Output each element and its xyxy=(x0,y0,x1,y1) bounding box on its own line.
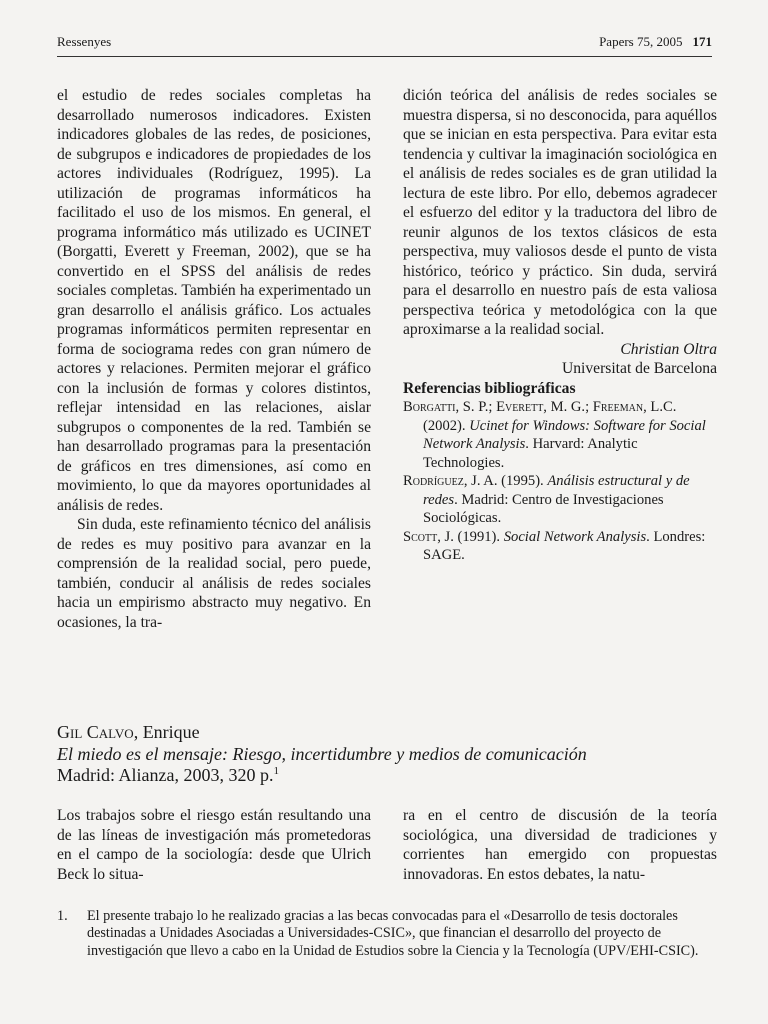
reviewer-name: Christian Oltra xyxy=(620,340,717,358)
review2-left-column xyxy=(57,806,371,884)
reference-authors: Scott, J. xyxy=(403,528,454,545)
footnote-number: 1. xyxy=(57,908,68,924)
reference-year: (1991). xyxy=(453,528,504,545)
reference-title: Ucinet for Windows: Software for Social Network Analysis xyxy=(423,417,706,452)
reference-item xyxy=(403,472,717,528)
review2-paragraph-right: ra en el centro de discusión de la teoría sociológica, una diversidad de tradiciones y corrientes han emergido con propuestas innovadoras. En estos debates, la natu- xyxy=(403,807,717,883)
reference-authors: Rodríguez, J. A. xyxy=(403,473,498,489)
reference-year: (1995). xyxy=(497,473,548,489)
book-publication xyxy=(57,765,717,787)
footnote-marker: 1 xyxy=(273,765,279,777)
review2-paragraph-left: Los trabajos sobre el riesgo están resultando una de las líneas de investigación más prometedoras en el campo de la sociología: desde que Ulrich Beck lo situa- xyxy=(57,807,371,883)
section-label: Ressenyes xyxy=(57,34,112,49)
review1-paragraph-2: Sin duda, este refinamiento técnico del análisis de redes es muy positivo para avanzar en la comprensión de la realidad social, pero puede, también, conducir al análisis de redes sociales hacia un empirismo abstracto muy negativo. En ocasiones, la tra- xyxy=(57,516,371,631)
reference-publisher: . Madrid: Centro de Investigaciones Sociológicas. xyxy=(423,491,664,526)
book-author xyxy=(57,722,717,744)
reviewer-institution: Universitat de Barcelona xyxy=(561,360,717,377)
review1-right-column xyxy=(403,86,717,565)
reference-authors: Borgatti, S. P.; Everett, M. G.; Freeman, L.C. xyxy=(403,399,677,415)
reference-publisher: . Londres: SAGE. xyxy=(423,528,706,563)
running-header xyxy=(57,34,712,50)
review1-left-column xyxy=(57,86,371,632)
review2-heading xyxy=(57,722,717,787)
publication-details: Madrid: Alianza, 2003, 320 p. xyxy=(57,765,274,785)
journal-info xyxy=(599,34,712,50)
author-surname: Gil Calvo xyxy=(57,722,134,742)
footnote-text: El presente trabajo lo he realizado gracias a las becas convocadas para el «Desarrollo de tesis doctorales destinadas a Unidades Asociadas a Universidades-CSIC», que financian el desarrollo del proyecto de investigación que llevo a cabo en la Unidad de Estudios sobre la Ciencia y la Tecnología (UPV/EHI-CSIC). xyxy=(87,908,699,959)
header-rule xyxy=(57,56,712,57)
review2-right-column xyxy=(403,806,717,884)
reference-year: (2002). xyxy=(423,417,470,434)
reference-title: Social Network Analysis xyxy=(503,528,647,545)
page-number: 171 xyxy=(692,34,712,49)
footnote xyxy=(57,908,717,960)
journal-issue: Papers 75, 2005 xyxy=(599,34,683,49)
reference-item xyxy=(403,528,717,565)
reference-publisher: . Harvard: Analytic Technologies. xyxy=(423,436,638,471)
reference-title: Análisis estructural y de redes xyxy=(423,473,690,508)
author-given-name: , Enrique xyxy=(133,722,200,742)
references-heading: Referencias bibliográficas xyxy=(403,379,576,397)
review1-paragraph-3: dición teórica del análisis de redes sociales se muestra dispersa, si no desconocida, para aquéllos que se inician en esta perspectiva. Para evitar esta tendencia y cultivar la imaginación sociológica en el análisis de redes sociales es de gran utilidad la lectura de este libro. Por ello, debemos agradecer el esfuerzo del editor y la traductora del libro de reunir algunos de los textos clásicos de esta perspectiva, muy valiosos desde el punto de vista histórico, teórico y práctico. Sin duda, servirá para el desarrollo en nuestro país de esta valiosa perspectiva teórica y metodológica con la que aproximarse a la realidad social. xyxy=(403,87,717,338)
reference-item xyxy=(403,398,717,472)
book-title: El miedo es el mensaje: Riesgo, incertidumbre y medios de comunicación xyxy=(57,743,587,764)
review1-paragraph-1: el estudio de redes sociales completas ha desarrollado numerosos indicadores. Existen indicadores globales de las redes, de posiciones, de subgrupos e indicadores de propiedades de los actores individuales (Rodríguez, 1995). La utilización de programas informáticos ha facilitado el uso de los mismos. En general, el programa informático más utilizado es UCINET (Borgatti, Everett y Freeman, 2002), que se ha convertido en el SPSS del análisis de redes sociales completas. También ha experimentado un gran desarrollo el análisis gráfico. Los actuales programas informáticos permiten representar en forma de sociograma redes con gran número de actores y relaciones. Permiten mejorar el gráfico con la inclusión de formas y colores distintos, reflejar intensidad en las relaciones, aislar subgrupos o componentes de la red. También se han desarrollado programas para la presentación de gráficos en tres dimensiones, así como en movimiento, lo que da mayores oportunidades al análisis de redes. xyxy=(57,87,371,514)
